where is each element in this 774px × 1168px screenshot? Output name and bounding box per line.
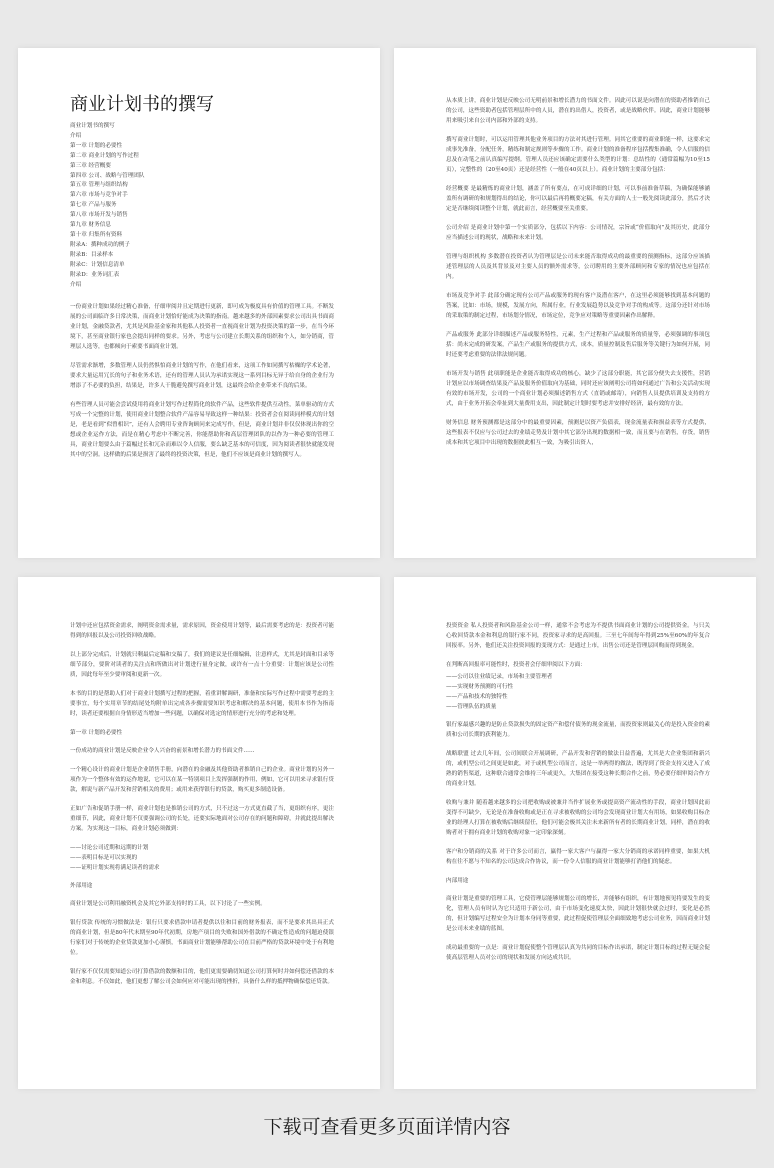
body-paragraph: 银行家不仅仅需要知道公司打算借款的数额和目的，他们更需要确切知道公司打算何时并如何偿还借款的本金和利息。不仅如此，他们更想了解公司会如何应对可能出现的挫折，具备什么样的抵押物确保偿还贷款。 [70,969,334,985]
body-paragraph: 投资资金 私人投资者和风险基金公司一样，通常不会考虑为不提供书面商业计划的公司提供资金。与只关心收回贷款本金和利息的银行家不同，投资家寻求的是高回报。三至七年间每年得到25%至60%的年复合回报率。另外，他们还关注投资回报的变现方式：是通过上市，出售公司还是管理层回购而得到现金。 [446,623,710,649]
toc-item: 第四章 公司、战略与管理团队 [70,172,145,179]
body-paragraph: 有些管理人员可能会尝试使用将商业计划写作过程简化的软件产品，这些软件提供互动性，菜单驱动的方式写成一个完整的计划，使用商业计划整合软件产品容易导致这样一种结果：投资者会在阅读同样模式的计划是，老是看到“似曾相识”，还有人会聘用专业咨询顾问来完成写作，但是，商业计划并非仅仅体现出你的空想或企业运作方法，而是在精心考虑中不断完善，你能帮助你和高层管理团队的以作为一种必要的管理工具，商业计划要么由于篇幅过长和冗杂而难以令人信服，要么缺乏基本的可信度，因为阅读者很快就能发现其中的空洞。这样做的后果是损害了最终的投资决策，但是，他们不应该是商业计划的撰写人。 [70,402,334,459]
body-paragraph: 客户和分销商的关系 对于许多公司而言，赢得一家大客户与赢得一家大分销商的承诺同样重要，如果大机构在往不愿与不知名的公司达成合作协议，而一份令人信服的商业计划能够打消他们的疑虑。 [446,849,710,865]
page-3-content [70,621,334,1075]
body-paragraph: 经营概要 是最精炼的商业计划，涵盖了所有要点，在可成详细的计划，可以事前准备草稿，为确保能够涵盖所有调研的和规划得出的结论，你可以最后再将概要定稿，有关方面的人士一般先阅读此部分，然后才决定是否继续阅读整个计划，就此而言，经营概要至关重要。 [446,186,710,212]
toc-item: 第七章 产品与服务 [70,202,117,209]
toc-item: 介绍 [70,132,82,139]
body-paragraph: 一份商业计划如果经过精心准备，仔细审阅并且定期进行更新，即可成为极度具有价值的管理工具。不断发展的公司面临许多日常决策，而商业计划恰好能成为决策的指南。越来越多的外部因素要求公司出具书面商业计划，金融贷款者，尤其是风险基金家和其他私人投资者一直视商业计划为投资决策的第一步，在当今环境下，甚至商业银行家也会提出同样的要求。另外，考虑与公司建立长期关系的组织和个人，如分销商，管理层人选等，也都倾向于索要书面商业计划。 [70,304,334,351]
body-paragraph: 计划中还应包括资金需求，阐明资金需求量，需求原因，资金使用计划等，最后需要考虑的是：投资者可能得到的回报以及公司投资回收战略。 [70,623,334,639]
toc-item: 第六章 市场与竞争对手 [70,192,128,199]
list-item: ——证明计划实现将满足读者的需求 [70,865,160,871]
toc-item: 第三章 经营概要 [70,162,111,169]
body-paragraph: 银行贷款 传统的习惯做法是：银行只要求借款申请者提供以往和目前的财务报表，而不是要求其出具正式的商业计划，但是80年代末期至90年代初期，房地产项目的失败和国外借款的不确定性造成的问题迫使银行家们对于传统的企业贷款更加小心谨慎，书面商业计划能够帮助公司在目前严格的贷款环境中处于有利地位。 [70,920,334,956]
toc-item: 第八章 市场开发与销售 [70,212,128,219]
document-page-3 [18,577,380,1089]
toc-item: 商业计划书的撰写 [70,123,115,129]
toc-item: 第一章 计划的必要性 [70,142,123,149]
table-of-contents [70,122,334,290]
requirements-list [70,843,334,873]
list-item: ——实现财务预测的可行性 [446,684,514,690]
document-title: 商业计划书的撰写 [70,94,214,115]
body-paragraph: 公司介绍 是商业计划中第一个实质部分，包括以下内容：公司情况，宗旨或“价值取向”及其历史，此部分应当描述公司的现状，战略和未来计划。 [446,225,710,241]
body-paragraph: 管理与组织机构 多数潜在投资者认为管理层是公司未来能否取得成功的最重要的预测指标，这部分应该描述管理层的人员及其背景及对主要人员的额外需求等，公司聘用的主要外部顾问和专家的情况也应包括在内。 [446,254,710,280]
body-paragraph: 以上部分完成后，计划就只剩最后定稿和交稿了，我们的建议是任细编辑，注意样式，尤其是封面和目录等细节部分，要阶对读者的关注点和所做出对计划进行量身定做，或许有一点十分重要：计划应该是公司性质，因此每年至少要审阅和更新一次。 [70,652,334,678]
document-page-4 [394,577,756,1089]
body-paragraph: 市场开发与销售 此项职能是企业能否取得成功的核心，缺少了这部分职能，其它部分便失去支援性，营销计划应以市场调查结果及产品及服务价值取向为基础，同时还应该阐明公司将如何通过广告和公关活动实现有效的市场开发，公司的一个商业计划必须描述销售方式（直销或邮寄），向销售人员提供培训及支持的方式，由于业务开拓会牵扯到大量费用支出，因此制定计划时要考虑并安排好经济，最有效的方法。 [446,371,710,407]
list-item: ——表明目标是可以实现的 [70,855,138,861]
toc-item: 第二章 商业计划的写作过程 [70,152,139,159]
body-paragraph: 成功最重要的一点是：商业计划促使整个管理层认真为共同的目标作出承诺，制定计划目标的过程无疑会促使高层管理人员对公司的现状和发展方向达成共识。 [446,945,710,961]
body-paragraph: 一个精心设计的商业计划是企业销售手册，向潜在的金融及其他资助者推销自己的企业。商业计划的另外一项作为一个整体有效的运作地说，它可以在某一特别项目上发挥强制的作用，例如，它可以用来寻求银行贷款，解说与新产品开发和营销相关的费用；或用来获得银行的贷款，购买更多制造设备。 [70,767,334,793]
body-paragraph: 财务信息 财务预测都是这部分中的最重要因素，预测是以资产负债表，现金流量表和损益表等方式提供，这些报表不仅应与公司过去的业绩走势及计划中其它部分出现的数据相一致，而且要与在销售，存货，销售成本和其它项目中出现的数据彼此相互一致，为吸引出资人， [446,420,710,446]
body-paragraph: 在判断高回报率可能性时，投资者会仔细审阅以下方面： [446,662,586,668]
toc-item: 介绍 [70,281,82,288]
download-prompt-caption: 下载可查看更多页面详情内容 [263,1116,511,1138]
body-paragraph: 收购与兼并 随着越来越多的公司把收购或被兼并当作扩展业务或提高资产流动性的手段，商业计划因此而变得不可缺少，无论是在准备收购或是正在寻求被收购的公司均会发现商业计划大有用场，如果收购目标企业的经理人打算在被收购后继续留任，他们可能会极其关注未来新所有者的长期商业计划，同样，潜在的收购者对于拥有商业计划的收购对象一定印象深刻。 [446,800,710,836]
body-paragraph: 商业计划是重要的管理工具，它使管理层能够规划公司的增长，并能够有组织，有计划地预见将要发生的变化，管理人员有时认为它只适用于新公司，由于市场变化速度太快，因此计划很快就会过时，变化是必然的，但计划编写过程安全为计划本身同等重要，此过程促使管理层全面细致地考虑公司业务，因而商业计划是公司未来业绩的蓝图。 [446,896,710,932]
toc-item: 附录D：业务词汇表 [70,271,120,278]
list-item: ——讨论公司近期和远期的计划 [70,845,149,851]
body-paragraph: 撰写商业计划时，可以运用管理其他业务项目的方法对其进行管理。同其它重要的商业职能一样，这要求完成事先准备，分配任务，精练和制定规则等步骤的工作。商业计划的准备程序包括搜集准确，令人信服的信息及在动笔之前认真编写提纲。管理人员还应该确定需要什么类型的计划：总结性的（通常篇幅为10至15页），完整性的（20至40页）还是经营性（一般在40页以上）。商业计划的主要部分包括： [446,137,710,173]
investor-criteria-list [446,672,710,712]
chapter-intro: 一份成功的商业计划是反映企业令人兴奋的前景和增长潜力的书面文件…… [70,748,255,754]
section-heading: 外部用途 [70,883,93,889]
body-paragraph: 战略联盟 过去几年间，公司间联合开展调研，产品开发和营销的做法日益普遍，尤其是大企业集团和新兴的，或机型公司之间更是如此，对于或机型公司而言，这是一举两得的做法，既得到了资金支持又进入了成熟的销售渠道，这种联合通常会维持三年或更久，大集团在接受这种长期合作之前，势必要仔细审阅合作方的商业计划。 [446,751,710,787]
list-item: ——产品和技术的独特性 [446,694,508,700]
body-paragraph: 正如广告和促销手册一样，商业计划也是推销公司的方式，只不过这一方式更直截了当，更组织有序，更注重细节，因此，商业计划不仅要强调公司的长处，还要实际地面对公司存在的问题和障碍，并就此提出解决方案。为实现这一目标，商业计划必须做到： [70,806,334,832]
list-item: ——管理队伍的质量 [446,704,497,710]
body-paragraph: 从本质上讲，商业计划是反映公司无明前景和增长潜力的书面文件。因此可以说是向潜在的资助者推销自己的公司，这些资助者包括管理层所中的人员，潜在的出借人，投资者，或是战略伙伴。因此，商业计划能够用来吸引来自公司内部和外部的支持。 [446,98,710,124]
body-paragraph: 尽管需求渐增，多数管理人员仍然惧怕商业计划的写作，在他们看来，这项工作如同撰写枯燥的学术论著，要求大量运用冗长的句子和业务术语，还有的管理人员认为承诺实现这一系列目标无异于给自身的企业行为增添了不必要的负担，结果是，许多人干脆避免撰写商业计划，这最终会给企业带来不良的后果。 [70,363,334,390]
page-1-content [70,94,334,544]
document-page-2 [394,48,756,558]
toc-item: 附录B：目录样本 [70,251,114,258]
toc-item: 第九章 财务信息 [70,222,111,229]
toc-item: 第五章 管理与组织结构 [70,182,128,189]
body-paragraph: 产品或服务 此部分详细描述产品或服务特性，元素，生产过程和产品或服务的质量等，必须强调的事项包括：尚未完成的研发案，产品生产或服务的提供方式，成本，质量控制及售后服务等关键行为如何开展，同时还要考虑重要的法律法规问题。 [446,332,710,358]
document-page-1 [18,48,380,558]
toc-item: 附录C：计划信息清单 [70,261,125,268]
toc-item: 附录A：撰种成功的例子 [70,241,130,248]
toc-item: 第十章 归集所有资料 [70,231,123,238]
body-paragraph: 市场及竞争对手 此部分确定现有公司产品或服务的现有客户及潜在客户，在这里必须能够找到基本问题的答案，比如：市场，规模，发展方向，所属行业，行业发展趋势以及竞争对手的构成等。这部分还针对市场的采取策的制定过程，市场划分情况，市场定位，竞争应对策略等重要因素作出解释。 [446,293,710,319]
body-paragraph: 本书的目的是帮助人们对于商业计划撰写过程的把握，着重讲解调研，准备和实际写作过程中需要考虑的主要事宜，每个实用章节的结尾处均附单出完成各步骤需要知识考虑和解决的基本问题，使用本书作为指南时，读者还要根据自身情形适当增加一些问题，以确保对选定的情形进行充分的考虑和处理。 [70,691,334,717]
section-intro: 商业计划是公司利用融资机会及其它外部支持时的工具，以下讨论了一些实例。 [70,901,266,907]
chapter-heading: 第一章 计划的必要性 [70,730,123,736]
section-heading: 内部用途 [446,878,469,884]
list-item: ——公司以往业绩记录，市场和主要管理者 [446,674,553,680]
page-2-content [446,96,710,544]
page-4-content [446,621,710,1075]
body-paragraph: 银行家最感兴趣的是防止贷款损失的固定资产和偿付债务的现金流量，而投资家则最关心的是投入资金的素质和公司长期的获利能力。 [446,722,710,738]
